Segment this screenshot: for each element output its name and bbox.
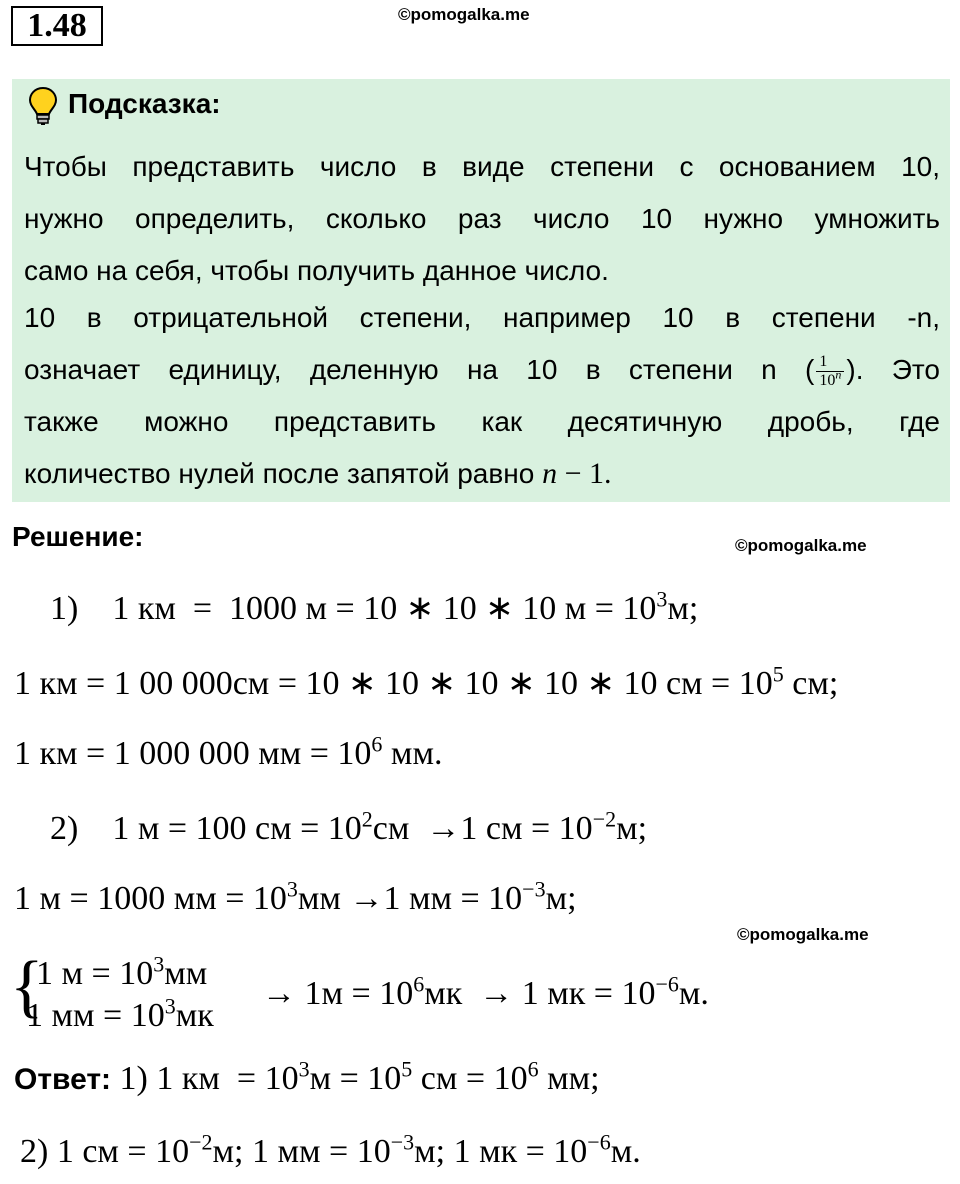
answer-line-1	[14, 1056, 600, 1098]
exponent: 3	[298, 1056, 310, 1082]
math-text: 1 км = 1 00 000см = 10 ∗ 10 ∗ 10 ∗ 10 ∗ 10 см = 10	[14, 665, 773, 702]
solution-label: Решение:	[12, 521, 144, 552]
hint-p1-line: Чтобы представить число в виде степени с основанием 10,	[24, 151, 940, 182]
hint-p2-text: количество нулей после запятой равно	[24, 458, 543, 489]
hint-p2-line: также можно представить как десятичную дробь, где	[24, 406, 940, 437]
math-text: мк	[175, 997, 214, 1034]
exponent: −3	[522, 876, 546, 902]
solution-line-5	[14, 876, 577, 918]
exponent: 5	[772, 661, 784, 687]
math-text: мм;	[538, 1060, 600, 1097]
math-text: м; 1 мм = 10	[212, 1133, 391, 1170]
math-text: 1 м = 10	[36, 955, 154, 992]
math-text: м = 10	[309, 1060, 402, 1097]
exponent: −2	[592, 806, 617, 832]
solution-line-1	[50, 588, 698, 628]
math-text: см;	[783, 665, 839, 702]
watermark-top: ©pomogalka.me	[398, 5, 530, 24]
hint-p2-text: означает единицу, деленную на 10 в степени n (	[24, 354, 815, 385]
math-text: см →1 см = 10	[372, 810, 593, 847]
system-brace: {	[10, 948, 44, 1025]
exponent: 5	[401, 1056, 413, 1082]
watermark-middle: ©pomogalka.me	[735, 536, 867, 555]
solution-line-4	[50, 806, 648, 848]
hint-p1-line: нужно определить, сколько раз число 10 нужно умножить	[24, 203, 940, 234]
answer-label: Ответ:	[14, 1063, 112, 1096]
lightbulb-icon	[28, 86, 58, 126]
hint-p2-line	[24, 448, 940, 500]
hint-p1-line: само на себя, чтобы получить данное число.	[24, 255, 609, 286]
system-top-line	[36, 951, 208, 993]
exponent: −3	[390, 1129, 415, 1155]
answer-line-2	[20, 1129, 641, 1171]
exponent: 3	[164, 993, 176, 1019]
math-text: см = 10	[412, 1060, 528, 1097]
problem-number: 1.48	[11, 6, 103, 46]
exponent: −6	[655, 971, 679, 997]
exponent: −6	[587, 1129, 611, 1155]
math-text: 1 мм = 10	[26, 997, 165, 1034]
hint-paragraph-2	[24, 292, 940, 500]
hint-title: Подсказка:	[68, 88, 221, 119]
math-text: м.	[610, 1133, 641, 1170]
exponent: 6	[413, 971, 425, 997]
solution-line-2	[14, 663, 838, 703]
math-text: → 1м = 10	[262, 975, 414, 1012]
math-text: 1) 1 км = 1000 м = 10 ∗ 10 ∗ 10 м = 10	[50, 590, 657, 627]
hint-paragraph-1	[24, 141, 940, 297]
math-text: м;	[545, 880, 577, 917]
variable-n: n	[542, 457, 558, 490]
math-text: 2) 1 м = 100 см = 10	[50, 810, 362, 847]
exponent: −2	[189, 1129, 213, 1155]
math-text: м;	[616, 810, 648, 847]
exponent: 3	[153, 951, 165, 977]
exponent: 3	[286, 876, 298, 902]
exponent: 6	[527, 1056, 539, 1082]
hint-p2-text: ). Это	[846, 354, 940, 385]
math-text: м;	[667, 590, 699, 627]
math-text: 1) 1 км = 10	[111, 1060, 299, 1097]
watermark-bottom: ©pomogalka.me	[737, 925, 869, 944]
fraction-numerator: 1	[816, 353, 844, 372]
exponent: 2	[361, 806, 373, 832]
math-text: 2) 1 см = 10	[20, 1133, 190, 1170]
hint-p2-line-fraction	[24, 344, 940, 396]
fraction-exponent: n	[835, 367, 842, 382]
hint-p2-line: 10 в отрицательной степени, например 10 в степени -n,	[24, 302, 940, 333]
math-text: мм.	[382, 735, 443, 772]
math-text: мк → 1 мк = 10	[424, 975, 656, 1012]
math-text: 1 км = 1 000 000 мм = 10	[14, 735, 372, 772]
exponent: 3	[656, 586, 668, 612]
fraction-denominator: 10	[819, 372, 836, 390]
system-result	[262, 971, 709, 1013]
system-bottom-line	[26, 993, 214, 1035]
solution-line-3	[14, 731, 443, 773]
exponent: 6	[371, 731, 383, 757]
hint-p2-text: − 1.	[557, 457, 612, 490]
fraction	[816, 353, 844, 390]
math-text: м.	[678, 975, 709, 1012]
math-text: мм →1 мм = 10	[297, 880, 523, 917]
math-text: 1 м = 1000 мм = 10	[14, 880, 287, 917]
math-text: м; 1 мк = 10	[414, 1133, 588, 1170]
math-text: мм	[164, 955, 208, 992]
